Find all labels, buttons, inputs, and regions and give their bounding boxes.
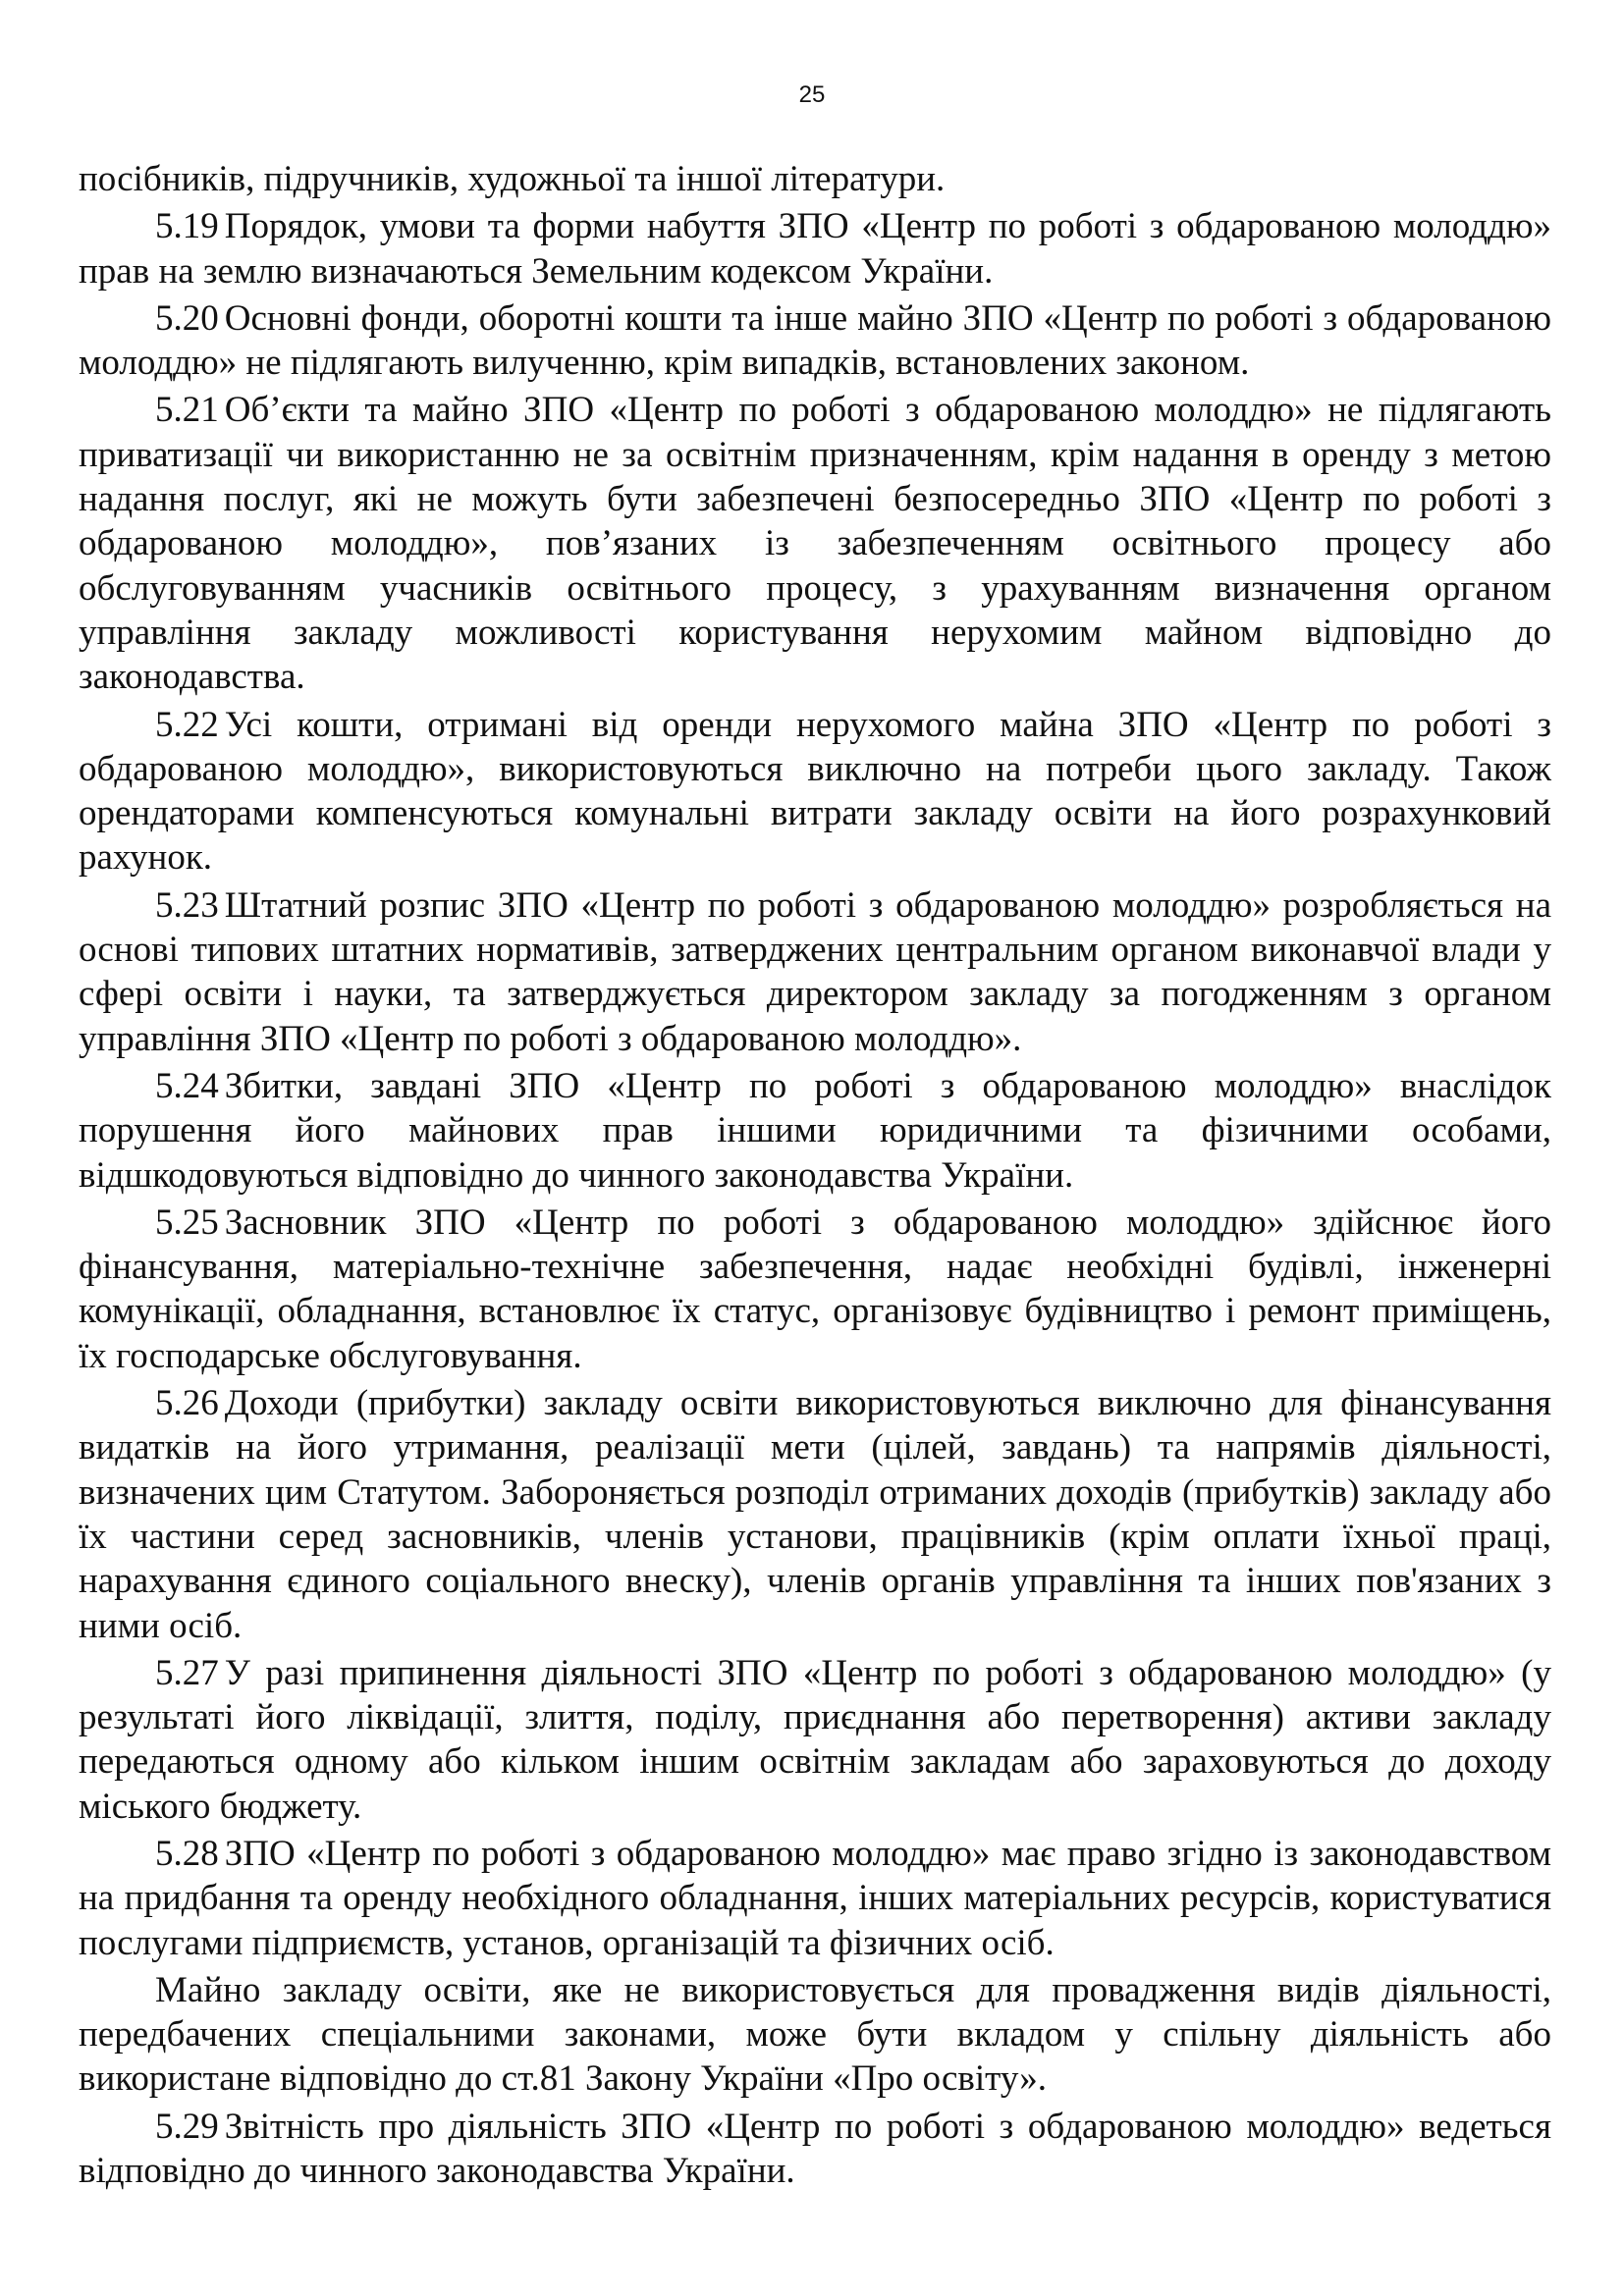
clause-number: 5.22 [155, 704, 219, 745]
paragraph-text: Майно закладу освіти, яке не використовується для провадження видів діяльності, передбачених спеціальними законами, може бути вкладом у спільну діяльність або використане відповідно до ст.81 Закону України «Про освіту». [79, 1969, 1551, 2100]
clause-number: 5.19 [155, 206, 219, 247]
paragraph-text: ЗПО «Центр по роботі з обдарованою молоддю» має право згідно із законодавством на придбання та оренду необхідного обладнання, інших матеріальних ресурсів, користуватися послугами підприємств, установ, організацій та фізичних осіб. [79, 1833, 1551, 1963]
clause-number: 5.21 [155, 390, 219, 431]
paragraph-continuation [79, 157, 1551, 201]
clause-number: 5.29 [155, 2106, 219, 2147]
paragraph-text: Доходи (прибутки) закладу освіти використовуються виключно для фінансування видатків на його утримання, реалізації мети (цілей, завдань) та напрямів діяльності, визначених цим Статутом. Забороняється розподіл отриманих доходів (прибутків) закладу або їх частини серед засновників, членів установи, працівників (крім оплати їхньої праці, нарахування єдиного соціального внеску), членів органів управління та інших пов'язаних з ними осіб. [79, 1383, 1551, 1646]
clause-number: 5.20 [155, 297, 219, 339]
clause-number: 5.23 [155, 884, 219, 926]
clause-number: 5.25 [155, 1201, 219, 1243]
paragraph-5-22 [79, 703, 1551, 881]
paragraph-text: У разі припинення діяльності ЗПО «Центр по роботі з обдарованою молоддю» (у результаті його ліквідації, злиття, поділу, приєднання або перетворення) активи закладу передаються одному або кільком іншим освітнім закладам або зараховуються до доходу міського бюджету. [79, 1652, 1551, 1827]
paragraph-text: Збитки, завдані ЗПО «Центр по роботі з обдарованою молоддю» внаслідок порушення його майнових прав іншими юридичними та фізичними особами, відшкодовуються відповідно до чинного законодавства України. [79, 1065, 1551, 1196]
paragraph-5-27 [79, 1651, 1551, 1829]
document-body [79, 157, 1551, 2196]
paragraph-text: Об’єкти та майно ЗПО «Центр по роботі з обдарованою молоддю» не підлягають приватизації чи використанню не за освітнім призначенням, крім надання в оренду з метою надання послуг, які не можуть бути забезпечені безпосередньо ЗПО «Центр по роботі з обдарованою молоддю», пов’язаних із забезпеченням освітнього процесу або обслуговуванням учасників освітнього процесу, з урахуванням визначення органом управління закладу можливості користування нерухомим майном відповідно до законодавства. [79, 390, 1551, 698]
paragraph-5-28 [79, 1832, 1551, 1965]
paragraph-5-29 [79, 2105, 1551, 2194]
paragraph-5-24 [79, 1064, 1551, 1198]
paragraph-5-25 [79, 1201, 1551, 1378]
paragraph-5-19 [79, 204, 1551, 294]
clause-number: 5.28 [155, 1833, 219, 1874]
paragraph-5-21 [79, 388, 1551, 699]
paragraph-text: посібників, підручників, художньої та іншої літератури. [79, 159, 946, 199]
paragraph-property-note [79, 1968, 1551, 2102]
paragraph-text: Основні фонди, оборотні кошти та інше майно ЗПО «Центр по роботі з обдарованою молоддю» не підлягають вилученню, крім випадків, встановлених законом. [79, 297, 1551, 384]
paragraph-text: Звітність про діяльність ЗПО «Центр по роботі з обдарованою молоддю» ведеться відповідно до чинного законодавства України. [79, 2106, 1551, 2192]
clause-number: 5.27 [155, 1652, 219, 1693]
paragraph-5-20 [79, 296, 1551, 386]
paragraph-text: Усі кошти, отримані від оренди нерухомого майна ЗПО «Центр по роботі з обдарованою молоддю», використовуються виключно на потреби цього закладу. Також орендаторами компенсуються комунальні витрати закладу освіти на його розрахунковий рахунок. [79, 704, 1551, 879]
paragraph-text: Засновник ЗПО «Центр по роботі з обдарованою молоддю» здійснює його фінансування, матеріально-технічне забезпечення, надає необхідні будівлі, інженерні комунікації, обладнання, встановлює їх статус, організовує будівництво і ремонт приміщень, їх господарське обслуговування. [79, 1201, 1551, 1376]
paragraph-text: Штатний розпис ЗПО «Центр по роботі з обдарованою молоддю» розробляється на основі типових штатних нормативів, затверджених центральним органом виконавчої влади у сфері освіти і науки, та затверджується директором закладу за погодженням з органом управління ЗПО «Центр по роботі з обдарованою молоддю». [79, 884, 1551, 1059]
page-number: 25 [798, 81, 826, 108]
clause-number: 5.24 [155, 1065, 219, 1106]
paragraph-text: Порядок, умови та форми набуття ЗПО «Центр по роботі з обдарованою молоддю» прав на землю визначаються Земельним кодексом України. [79, 206, 1551, 292]
paragraph-5-26 [79, 1381, 1551, 1648]
paragraph-5-23 [79, 883, 1551, 1061]
clause-number: 5.26 [155, 1383, 219, 1424]
